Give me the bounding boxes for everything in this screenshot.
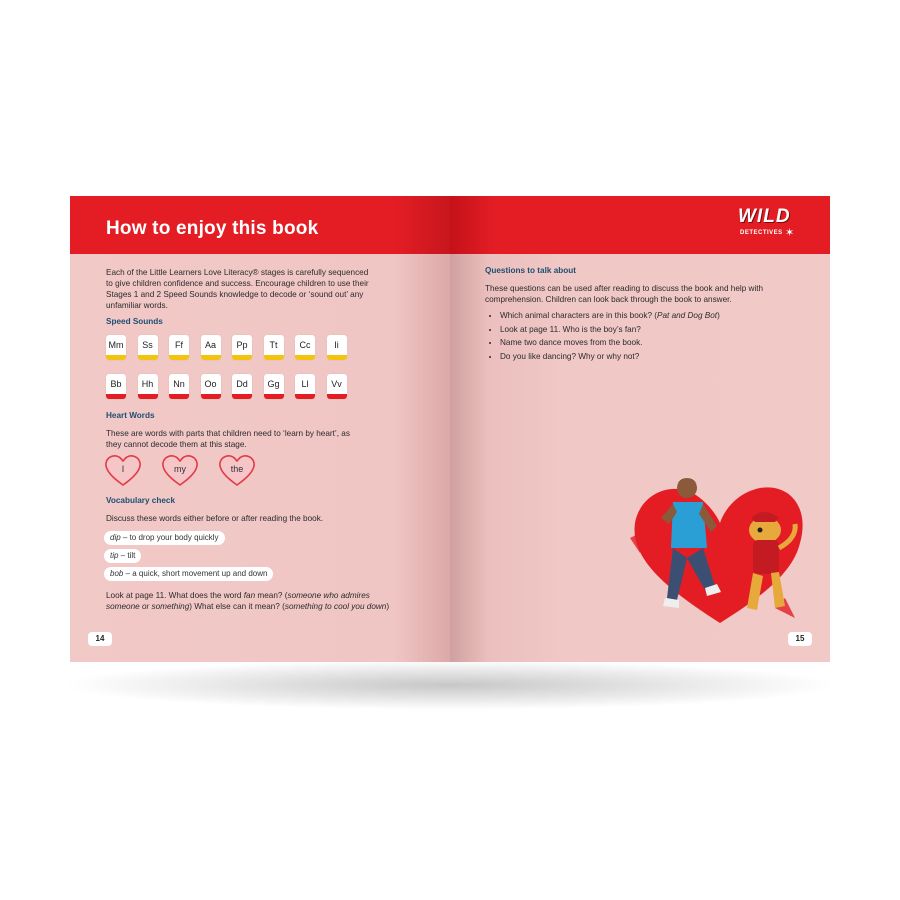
text-run: ) xyxy=(717,311,720,320)
speed-sound-card xyxy=(295,374,315,399)
speed-sound-card xyxy=(264,335,284,360)
heart-words-line: These are words with parts that children need to ‘learn by heart’, as xyxy=(106,429,350,438)
card-color-bar xyxy=(327,355,347,360)
card-color-bar xyxy=(169,394,189,399)
text-run: Name two dance moves from the book. xyxy=(500,338,643,347)
heart-word xyxy=(161,454,199,488)
speed-sound-card xyxy=(232,335,252,360)
speed-sound-letters: Dd xyxy=(236,379,248,389)
card-color-bar xyxy=(232,394,252,399)
speed-sounds-heading: Speed Sounds xyxy=(106,317,163,326)
text-run: Which animal characters are in this book? ( xyxy=(500,311,657,320)
speed-sound-letters: Nn xyxy=(173,379,185,389)
card-color-bar xyxy=(327,394,347,399)
speed-sound-card xyxy=(264,374,284,399)
speed-sound-card xyxy=(295,335,315,360)
card-color-bar xyxy=(138,394,158,399)
intro-line: Stages 1 and 2 Speed Sounds knowledge to decode or ‘sound out’ any xyxy=(106,290,364,299)
speed-sound-letters: Mm xyxy=(108,340,124,350)
speed-sound-letters: Oo xyxy=(204,379,217,389)
speed-sound-card xyxy=(169,374,189,399)
card-color-bar xyxy=(264,355,284,360)
book-shadow xyxy=(60,660,840,710)
speed-sound-letters: Ss xyxy=(142,340,153,350)
vocab-definition: – a quick, short movement up and down xyxy=(123,569,268,578)
speed-sound-letters: Aa xyxy=(204,340,216,350)
card-color-bar xyxy=(232,355,252,360)
intro-paragraph xyxy=(106,267,369,311)
right-page xyxy=(450,196,830,662)
intro-line: comprehension. Children can look back through the book to answer. xyxy=(485,295,732,304)
heart-words-line: they cannot decode them at this stage. xyxy=(106,440,247,449)
vocab-definition: – to drop your body quickly xyxy=(120,533,219,542)
card-color-bar xyxy=(295,355,315,360)
text-run-italic: someone who admires xyxy=(287,591,370,600)
speed-sound-letters: Ll xyxy=(301,379,309,389)
text-run-italic: someone or something xyxy=(106,602,190,611)
card-color-bar xyxy=(201,355,221,360)
heart-word xyxy=(104,454,142,488)
logo-text: WILD xyxy=(738,206,791,227)
heart-words-text xyxy=(106,428,350,450)
vocab-item xyxy=(104,531,225,545)
heart-word-label: my xyxy=(174,464,186,474)
boy-and-dog-illustration xyxy=(625,468,815,638)
intro-line: Each of the Little Learners Love Literacy® stages is carefully sequenced xyxy=(106,268,369,277)
heart-words-heading: Heart Words xyxy=(106,411,155,420)
speed-sound-card xyxy=(232,374,252,399)
speed-sound-card xyxy=(138,374,158,399)
card-color-bar xyxy=(295,394,315,399)
card-color-bar xyxy=(106,394,126,399)
text-run-italic: fan xyxy=(243,591,256,600)
speed-sound-card xyxy=(327,335,347,360)
speed-sound-letters: Hh xyxy=(141,379,154,389)
star-icon: ✶ xyxy=(785,227,795,239)
vocabulary-intro: Discuss these words either before or after reading the book. xyxy=(106,514,324,523)
question-item xyxy=(500,309,720,323)
vocab-word: bob xyxy=(110,569,124,578)
closing-line xyxy=(106,601,389,612)
question-item xyxy=(500,350,720,364)
intro-line: unfamiliar words. xyxy=(106,301,168,310)
questions-intro xyxy=(485,283,763,305)
speed-sound-letters: Bb xyxy=(110,379,122,389)
speed-sound-card xyxy=(138,335,158,360)
question-item xyxy=(500,323,720,337)
text-run: Do you like dancing? Why or why not? xyxy=(500,351,640,361)
text-run-italic: something to cool you down xyxy=(284,602,387,611)
vocab-definition: – tilt xyxy=(118,551,136,560)
speed-sound-card xyxy=(201,335,221,360)
speed-sound-letters: Ff xyxy=(175,340,183,350)
text-run-italic: Pat and Dog Bot xyxy=(657,311,718,320)
card-color-bar xyxy=(264,394,284,399)
card-color-bar xyxy=(138,355,158,360)
speed-sound-letters: Gg xyxy=(267,379,280,389)
speed-sound-card xyxy=(169,335,189,360)
speed-sound-letters: Pp xyxy=(236,340,248,350)
card-color-bar xyxy=(169,355,189,360)
speed-sound-letters: Vv xyxy=(331,379,342,389)
vocab-item xyxy=(104,567,273,581)
speed-sound-letters: Cc xyxy=(299,340,311,350)
speed-sound-card xyxy=(201,374,221,399)
page-number: 15 xyxy=(788,632,812,646)
question-item xyxy=(500,336,720,350)
page-number: 14 xyxy=(88,632,112,646)
card-color-bar xyxy=(201,394,221,399)
vocab-item xyxy=(104,549,141,563)
vocabulary-heading: Vocabulary check xyxy=(106,496,176,505)
heart-word-label: the xyxy=(230,464,244,474)
speed-sound-letters: Tt xyxy=(269,340,278,350)
vocab-word: tip xyxy=(110,551,119,560)
card-color-bar xyxy=(106,355,126,360)
wild-detectives-logo xyxy=(732,206,804,244)
text-run: ) What else can it mean? ( xyxy=(189,602,285,611)
page-title: How to enjoy this book xyxy=(106,218,319,239)
vocab-word: dip xyxy=(110,533,121,542)
speed-sound-card xyxy=(106,335,126,360)
heart-word-label: I xyxy=(121,464,125,474)
questions-heading: Questions to talk about xyxy=(485,266,576,275)
text-run: ) xyxy=(386,602,390,611)
speed-sound-card xyxy=(327,374,347,399)
speed-sound-card xyxy=(106,374,126,399)
intro-line: to give children confidence and success. Encourage children to use their xyxy=(106,279,369,288)
logo-subtext: DETECTIVES xyxy=(740,230,783,236)
intro-line: These questions can be used after reading to discuss the book and help with xyxy=(485,284,764,293)
text-run: Look at page 11. What does the word xyxy=(106,591,244,600)
text-run: mean? ( xyxy=(255,591,288,600)
speed-sound-letters: Ii xyxy=(334,340,339,350)
closing-paragraph xyxy=(106,590,389,612)
left-page xyxy=(70,196,450,662)
closing-line xyxy=(106,590,389,601)
text-run: Look at page 11. Who is the boy’s fan? xyxy=(500,324,641,334)
heart-word xyxy=(218,454,256,488)
questions-list xyxy=(486,309,720,363)
